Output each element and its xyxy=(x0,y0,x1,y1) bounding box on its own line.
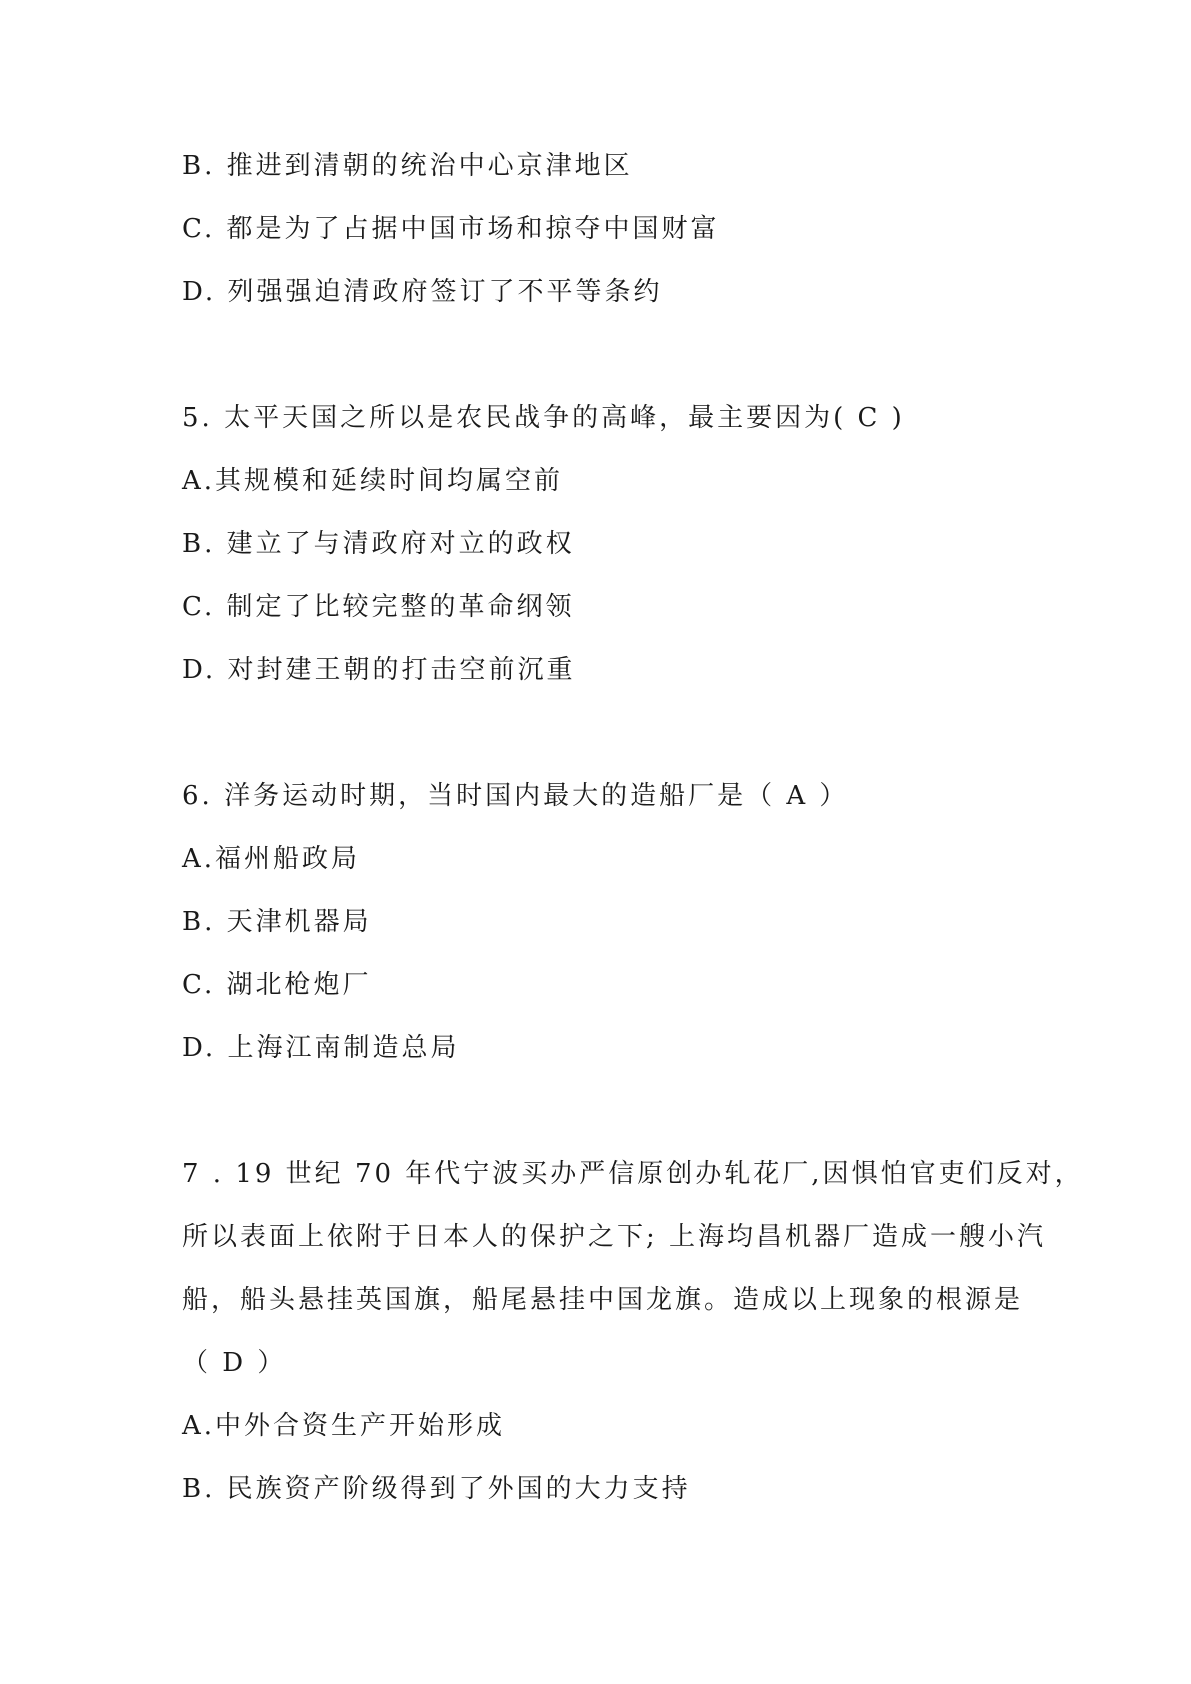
q4-option-d: D. 列强强迫清政府签订了不平等条约 xyxy=(182,277,663,307)
q5-option-a: A.其规模和延续时间均属空前 xyxy=(182,466,564,496)
q5-option-c: C. 制定了比较完整的革命纲领 xyxy=(182,592,575,622)
q6-question: 6. 洋务运动时期，当时国内最大的造船厂是（ A ） xyxy=(182,781,849,811)
q6-option-c: C. 湖北枪炮厂 xyxy=(182,970,372,1000)
q4-option-c: C. 都是为了占据中国市场和掠夺中国财富 xyxy=(182,214,720,244)
q6-option-b: B. 天津机器局 xyxy=(182,907,372,937)
q6-option-a: A.福州船政局 xyxy=(182,844,361,874)
q5-option-b: B. 建立了与清政府对立的政权 xyxy=(182,529,575,559)
q5-question: 5. 太平天国之所以是农民战争的高峰，最主要因为( C ) xyxy=(182,403,905,433)
q7-option-b: B. 民族资产阶级得到了外国的大力支持 xyxy=(182,1474,691,1504)
q7-answer: （ D ） xyxy=(182,1348,287,1378)
q4-option-b: B. 推进到清朝的统治中心京津地区 xyxy=(182,151,633,181)
q5-option-d: D. 对封建王朝的打击空前沉重 xyxy=(182,655,576,685)
q7-question-line-2: 所以表面上依附于日本人的保护之下; 上海均昌机器厂造成一艘小汽 xyxy=(182,1222,1047,1252)
q7-option-a: A.中外合资生产开始形成 xyxy=(182,1411,506,1441)
q6-option-d: D. 上海江南制造总局 xyxy=(182,1033,460,1063)
q7-question-line-1: 7 . 19 世纪 70 年代宁波买办严信原创办轧花厂,因惧怕官吏们反对， xyxy=(182,1159,1084,1189)
q7-question-line-3: 船，船头悬挂英国旗，船尾悬挂中国龙旗。造成以上现象的根源是 xyxy=(182,1285,1024,1315)
